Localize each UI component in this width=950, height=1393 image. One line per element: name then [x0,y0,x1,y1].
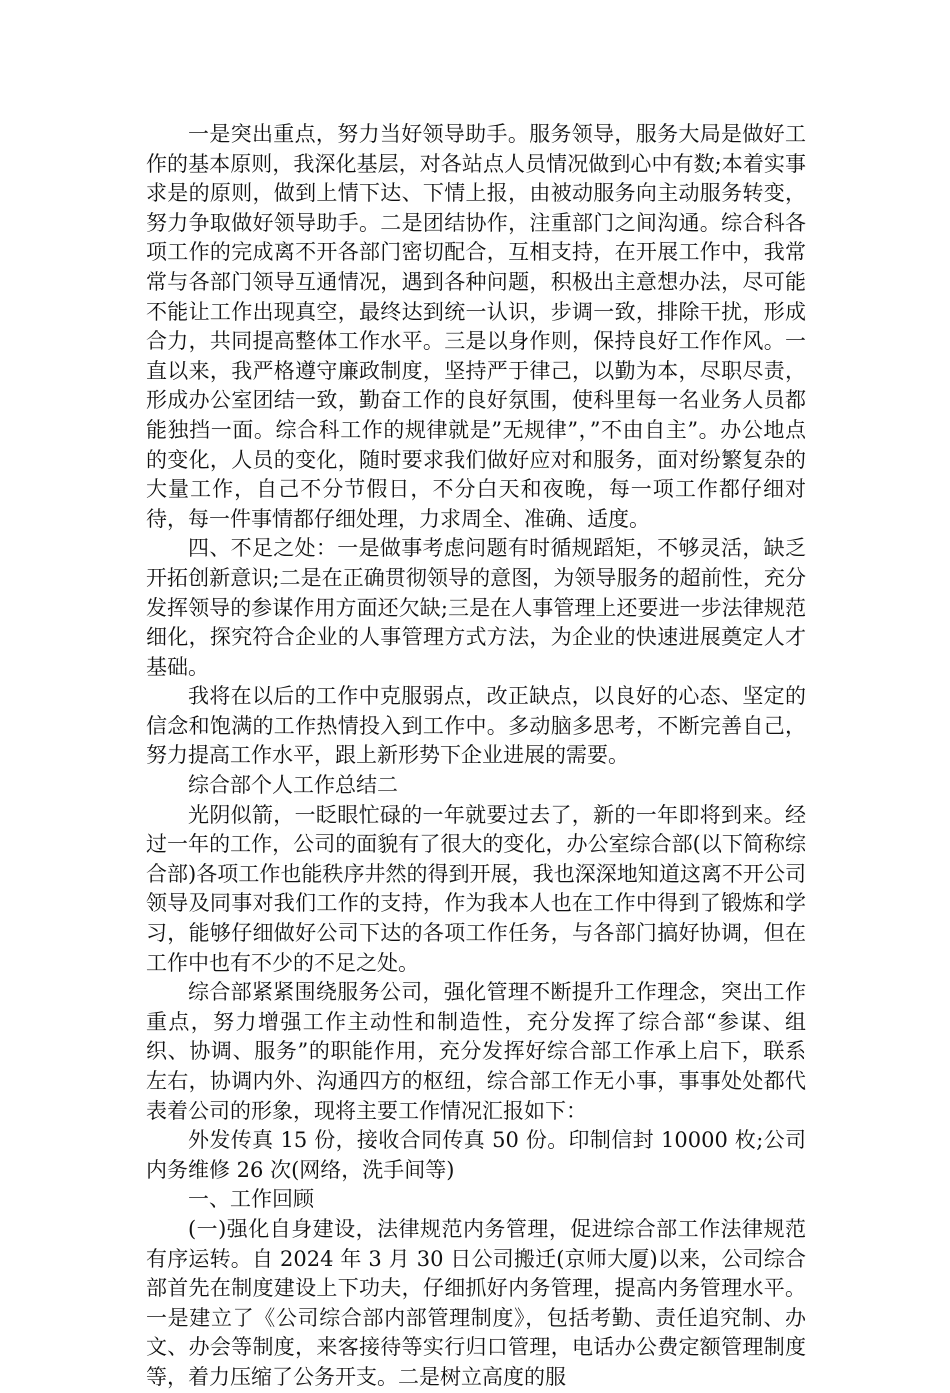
paragraph-intro: 光阴似箭，一眨眼忙碌的一年就要过去了，新的一年即将到来。经过一年的工作，公司的面貌有了很大的变化，办公室综合部(以下简称综合部)各项工作也能秩序井然的得到开展，我也深深地知道这离不开公司领导及同事对我们工作的支持，作为我本人也在工作中得到了锻炼和学习，能够仔细做好公司下达的各项工作任务，与各部门搞好协调，但在工作中也有不少的不足之处。 [146,802,806,975]
paragraph-work-style: 一是突出重点，努力当好领导助手。服务领导，服务大局是做好工作的基本原则，我深化基层，对各站点人员情况做到心中有数;本着实事求是的原则，做到上情下达、下情上报，由被动服务向主动服务转变，努力争取做好领导助手。二是团结协作，注重部门之间沟通。综合科各项工作的完成离不开各部门密切配合，互相支持，在开展工作中，我常常与各部门领导互通情况，遇到各种问题，积极出主意想办法，尽可能不能让工作出现真空，最终达到统一认识，步调一致，排除干扰，形成合力，共同提高整体工作水平。三是以身作则，保持良好工作作风。一直以来，我严格遵守廉政制度，坚持严于律己，以勤为本，尽职尽责，形成办公室团结一致，勤奋工作的良好氛围，使科里每一名业务人员都能独挡一面。综合科工作的规律就是”无规律”，”不由自主”。办公地点的变化，人员的变化，随时要求我们做好应对和服务，面对纷繁复杂的大量工作，自己不分节假日，不分白天和夜晚，每一项工作都仔细对待，每一件事情都仔细处理，力求周全、准确、适度。 [146,122,806,531]
paragraph-future-plan: 我将在以后的工作中克服弱点，改正缺点，以良好的心态、坚定的信念和饱满的工作热情投入到工作中。多动脑多思考，不断完善自己，努力提高工作水平，跟上新形势下企业进展的需要。 [146,684,806,768]
paragraph-statistics: 外发传真 15 份，接收合同传真 50 份。印制信封 10000 枚;公司内务维修 26 次(网络，洗手间等) [146,1128,806,1182]
paragraph-self-building: (一)强化自身建设，法律规范内务管理，促进综合部工作法律规范有序运转。自 2024 年 3 月 30 日公司搬迁(京师大厦)以来，公司综合部首先在制度建设上下功夫，仔细抓好内务管理，提高内务管理水平。一是建立了《公司综合部内部管理制度》，包括考勤、责任追究制、办文、办会等制度，来客接待等实行归口管理，电话办公费定额管理制度等，着力压缩了公务开支。二是树立高度的服 [146,1216,806,1389]
paragraph-shortcomings: 四、不足之处：一是做事考虑问题有时循规蹈矩，不够灵活，缺乏开拓创新意识;二是在正确贯彻领导的意图，为领导服务的超前性，充分发挥领导的参谋作用方面还欠缺;三是在人事管理上还要进一步法律规范细化，探究符合企业的人事管理方式方法，为企业的快速进展奠定人才基础。 [146,536,806,679]
paragraph-department-role: 综合部紧紧围绕服务公司，强化管理不断提升工作理念，突出工作重点，努力增强工作主动性和制造性，充分发挥了综合部“参谋、组织、协调、服务”的职能作用，充分发挥好综合部工作承上启下，联系左右，协调内外、沟通四方的枢纽，综合部工作无小事，事事处处都代表着公司的形象，现将主要工作情况汇报如下： [146,980,806,1123]
section-heading-review: 一、工作回顾 [188,1187,314,1212]
section-heading-summary-two: 综合部个人工作总结二 [188,773,398,798]
document-body [146,120,806,1393]
